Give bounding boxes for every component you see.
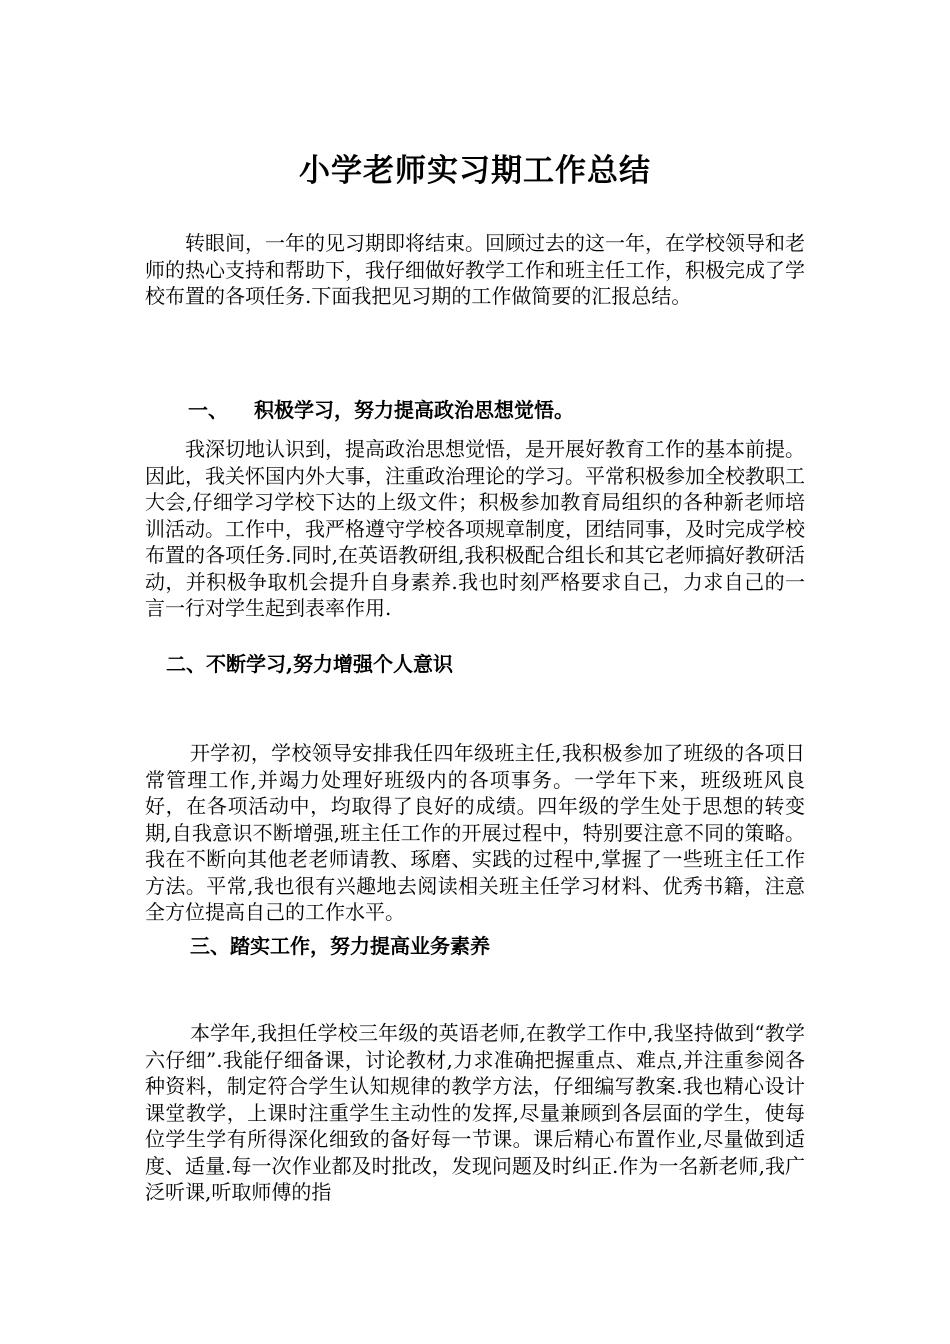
section-3-paragraph: 本学年,我担任学校三年级的英语老师,在教学工作中,我坚持做到“教学六仔细”.我能仔细备课，讨论教材,力求准确把握重点、难点,并注重参阅各种资料，制定符合学生认知规律的教学方法，仔细编写教案.我也精心设计课堂教学，上课时注重学生主动性的发挥,尽量兼顾到各层面的学生，使每位学生学有所得深化细致的备好每一节课。课后精心布置作业,尽量做到适度、适量.每一次作业都及时批改，发现问题及时纠正.作为一名新老师,我广泛听课,听取师傅的指	[145, 1021, 805, 1204]
document-title: 小学老师实习期工作总结	[299, 152, 651, 189]
section-2-heading: 二、不断学习,努力增强个人意识	[166, 652, 453, 676]
section-1-heading-text: 积极学习，努力提高政治思想觉悟。	[254, 398, 574, 422]
section-1-number: 一、	[188, 398, 228, 422]
section-3-heading: 三、踏实工作，努力提高业务素养	[190, 934, 490, 958]
section-1-paragraph: 我深切地认识到，提高政治思想觉悟，是开展好教育工作的基本前提。因此，我关怀国内外大事，注重政治理论的学习。平常积极参加全校教职工大会,仔细学习学校下达的上级文件；积极参加教育局组织的各种新老师培训活动。工作中，我严格遵守学校各项规章制度，团结同事，及时完成学校布置的各项任务.同时,在英语教研组,我积极配合组长和其它老师搞好教研活动，并积极争取机会提升自身素养.我也时刻严格要求自己，力求自己的一言一行对学生起到表率作用.	[145, 437, 805, 620]
section-2-paragraph: 开学初，学校领导安排我任四年级班主任,我积极参加了班级的各项日常管理工作,并竭力处理好班级内的各项事务。一学年下来，班级班风良好，在各项活动中，均取得了良好的成绩。四年级的学生处于思想的转变期,自我意识不断增强,班主任工作的开展过程中，特别要注意不同的策略。我在不断向其他老老师请教、琢磨、实践的过程中,掌握了一些班主任工作方法。平常,我也很有兴趣地去阅读相关班主任学习材料、优秀书籍，注意全方位提高自己的工作水平。	[145, 741, 805, 924]
intro-paragraph: 转眼间，一年的见习期即将结束。回顾过去的这一年，在学校领导和老师的热心支持和帮助下，我仔细做好教学工作和班主任工作，积极完成了学校布置的各项任务.下面我把见习期的工作做简要的汇报总结。	[145, 231, 805, 308]
section-1-heading	[188, 396, 574, 424]
